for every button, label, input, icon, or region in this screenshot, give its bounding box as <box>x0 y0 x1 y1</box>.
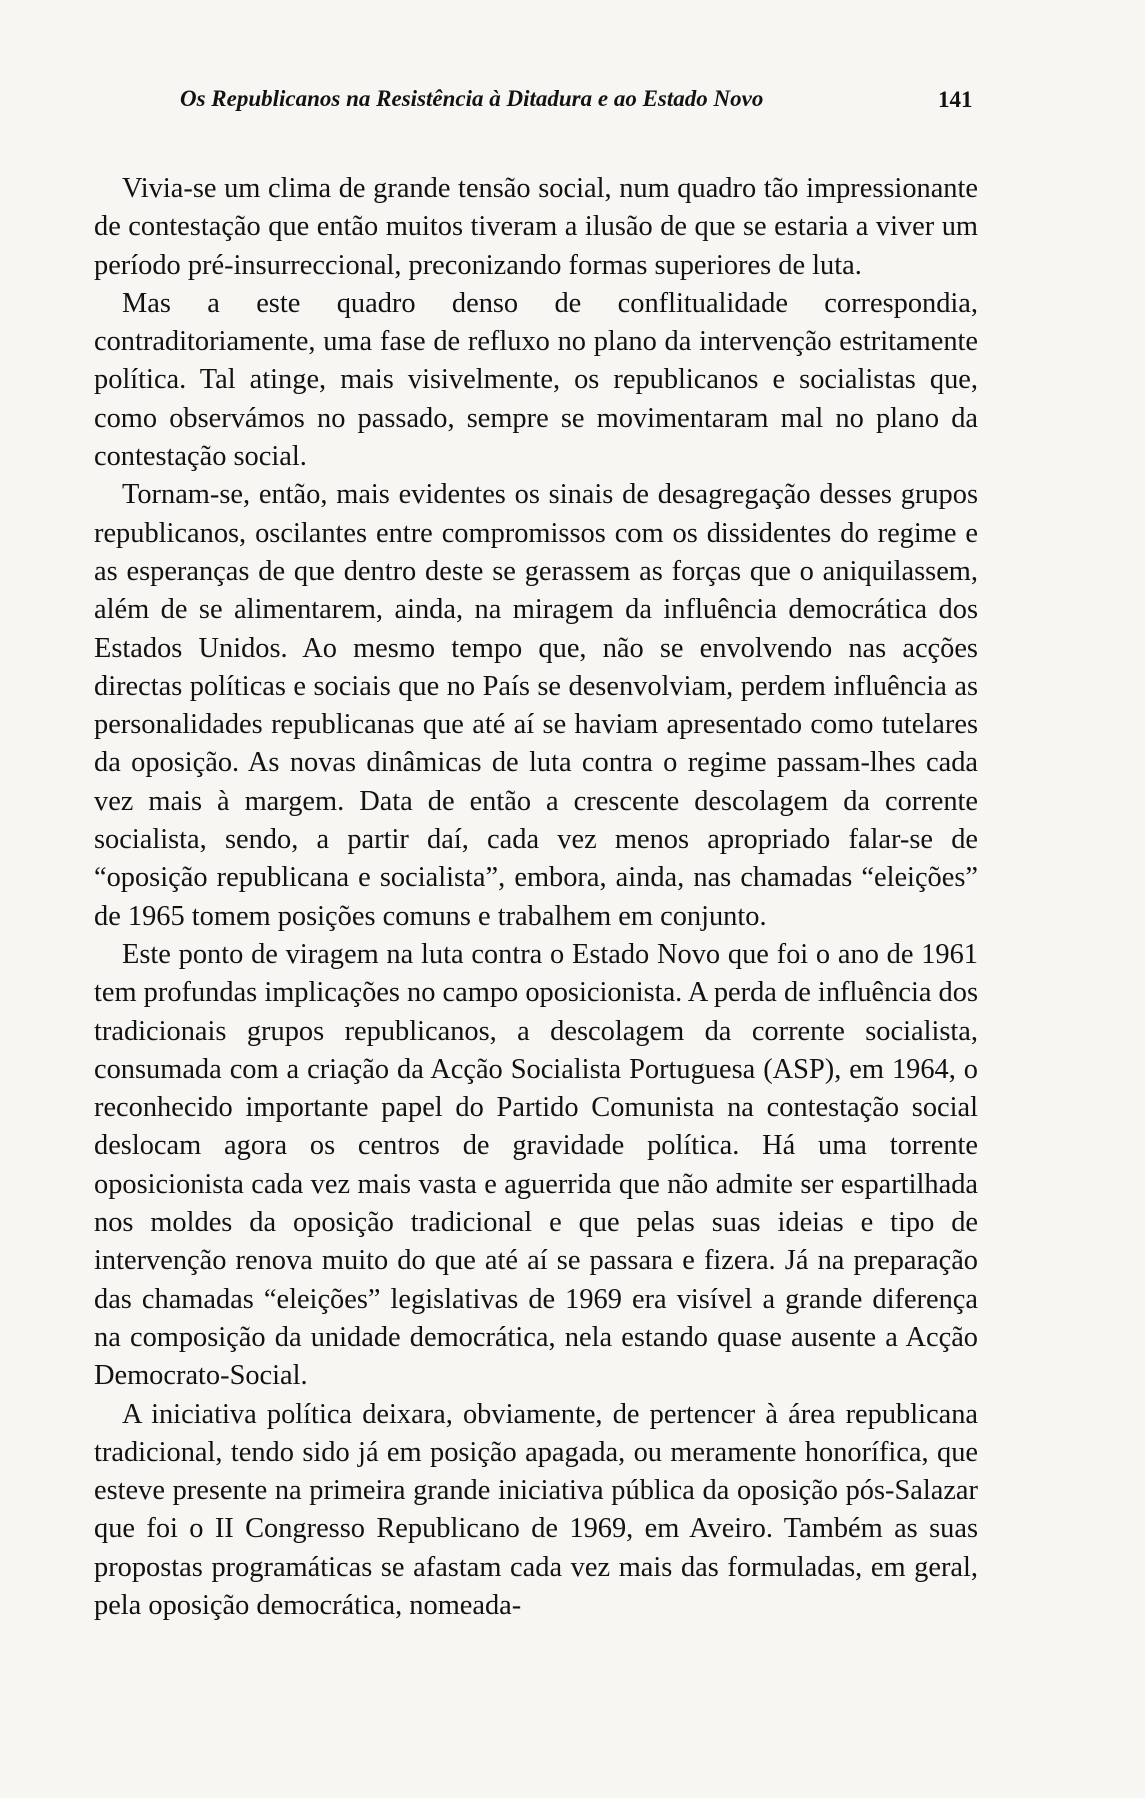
paragraph-1: Vivia-se um clima de grande tensão social, num quadro tão impressionante de contestação que então muitos tiveram a ilusão de que se estaria a viver um período pré-insurreccional, preconizando formas superiores de luta. <box>94 173 978 281</box>
body-text <box>94 170 978 1625</box>
page-number: 141 <box>938 87 973 112</box>
paragraph-2: Mas a este quadro denso de conflitualidade correspondia, contraditoriamente, uma fase de refluxo no plano da intervenção estritamente política. Tal atinge, mais visivelmente, os republicanos e socialistas que, como observámos no passado, sempre se movimentaram mal no plano da contestação social. <box>94 287 978 473</box>
running-title: Os Republicanos na Resistência à Ditadura e ao Estado Novo <box>180 86 764 111</box>
paragraph-3: Tornam-se, então, mais evidentes os sinais de desagregação desses grupos republicanos, oscilantes entre compromissos com os dissidentes do regime e as esperanças de que dentro deste se gerassem as forças que o aniquilassem, além de se alimentarem, ainda, na miragem da influência democrática dos Estados Unidos. Ao mesmo tempo que, não se envolvendo nas acções directas políticas e sociais que no País se desenvolviam, perdem influência as personalidades republicanas que até aí se haviam apresentado como tutelares da oposição. As novas dinâmicas de luta contra o regime passam-lhes cada vez mais à margem. Data de então a crescente descolagem da corrente socialista, sendo, a partir daí, cada vez menos apropriado falar-se de “oposição republicana e socialista”, embora, ainda, nas chamadas “eleições” de 1965 tomem posições comuns e trabalhem em conjunto. <box>94 479 978 932</box>
paragraph-5: A iniciativa política deixara, obviamente, de pertencer à área republicana tradicional, tendo sido já em posição apagada, ou meramente honorífica, que esteve presente na primeira grande iniciativa pública da oposição pós-Salazar que foi o II Congresso Republicano de 1969, em Aveiro. Também as suas propostas programáticas se afastam cada vez mais das formuladas, em geral, pela oposição democrática, nomeada- <box>94 1398 978 1621</box>
paragraph-4: Este ponto de viragem na luta contra o Estado Novo que foi o ano de 1961 tem profundas implicações no campo oposicionista. A perda de influência dos tradicionais grupos republicanos, a descolagem da corrente socialista, consumada com a criação da Acção Socialista Portuguesa (ASP), em 1964, o reconhecido importante papel do Partido Comunista na contestação social deslocam agora os centros de gravidade política. Há uma torrente oposicionista cada vez mais vasta e aguerrida que não admite ser espartilhada nos moldes da oposição tradicional e que pelas suas ideias e tipo de intervenção renova muito do que até aí se passara e fizera. Já na preparação das chamadas “eleições” legislativas de 1969 era visível a grande diferença na composição da unidade democrática, nela estando quase ausente a Acção Democrato-Social. <box>94 938 978 1392</box>
